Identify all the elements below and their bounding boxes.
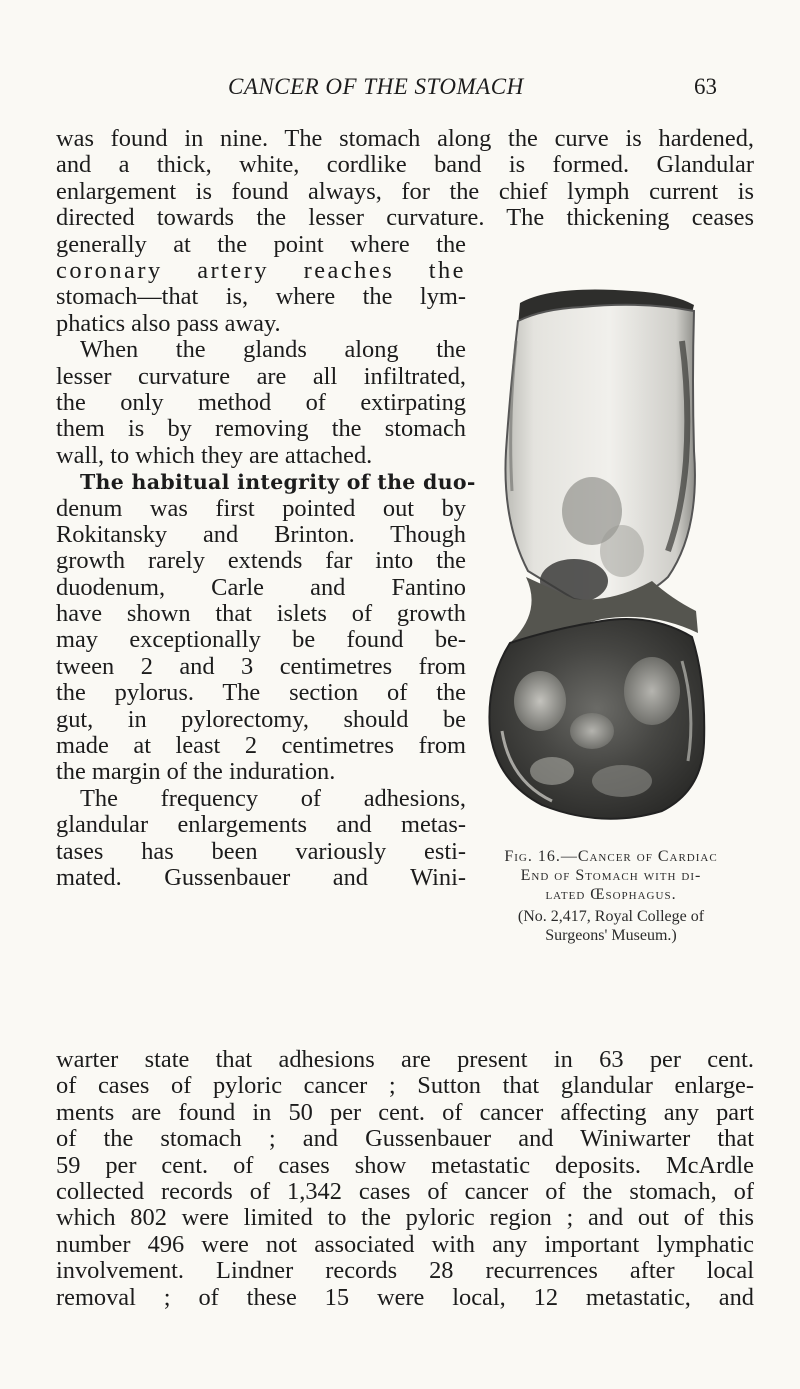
text-line: duodenum, Carle and Fantino	[56, 573, 466, 601]
text-line: number 496 were not associated with any important lymphatic	[56, 1230, 754, 1258]
text-line: of the stomach ; and Gussenbauer and Winiwarter that	[56, 1125, 754, 1153]
text-line: was found in nine. The stomach along the curve is hardened,	[56, 125, 754, 152]
text-line: phatics also pass away.	[56, 309, 281, 337]
text-line: may exceptionally be found be-	[56, 626, 466, 654]
stomach-specimen-figure	[482, 281, 710, 835]
text-line: made at least 2 centimetres from	[56, 732, 466, 760]
text-line: When the glands along the	[80, 336, 466, 364]
text-line: enlargement is found always, for the chief lymph current is	[56, 177, 754, 205]
text-line: and a thick, white, cordlike band is formed. Glandular	[56, 151, 754, 179]
running-head	[0, 74, 800, 108]
text-line: the only method of extirpating	[56, 388, 466, 416]
paragraph-top	[56, 126, 754, 258]
text-line: of cases of pyloric cancer ; Sutton that glandular enlarge-	[56, 1072, 754, 1100]
text-line: stomach—that is, where the lym-	[56, 283, 466, 311]
page-number: 63	[694, 74, 717, 99]
paragraph-left-column	[56, 257, 476, 891]
text-line: gut, in pylorectomy, should be	[56, 705, 466, 733]
text-line: coronary artery reaches the	[56, 257, 466, 284]
caption-line: lated Œsophagus.	[545, 886, 677, 903]
stomach-specimen-illustration	[482, 281, 710, 835]
text-line: lesser curvature are all infiltrated,	[56, 362, 466, 390]
text-line: removal ; of these 15 were local, 12 metastatic, and	[56, 1283, 754, 1311]
text-line: tween 2 and 3 centimetres from	[56, 652, 466, 680]
text-line: growth rarely extends far into the	[56, 547, 466, 575]
text-line: denum was first pointed out by	[56, 494, 466, 522]
figure-caption	[476, 847, 746, 945]
text-line: wall, to which they are attached.	[56, 441, 373, 469]
text-line: mated. Gussenbauer and Wini-	[56, 863, 466, 891]
caption-source-line: (No. 2,417, Royal College of	[517, 908, 705, 925]
text-line: involvement. Lindner records 28 recurrences after local	[56, 1257, 754, 1285]
caption-line: Fig. 16.—Cancer of Cardiac	[504, 848, 718, 865]
running-title: CANCER OF THE STOMACH	[228, 74, 524, 99]
text-line: glandular enlargements and metas-	[56, 811, 466, 839]
text-line: Rokitansky and Brinton. Though	[56, 520, 466, 548]
text-line: which 802 were limited to the pyloric region ; and out of this	[56, 1204, 754, 1232]
text-line: tases has been variously esti-	[56, 837, 466, 865]
text-line: generally at the point where the	[56, 230, 466, 258]
text-line: warter state that adhesions are present in 63 per cent.	[56, 1046, 754, 1073]
text-line: collected records of 1,342 cases of cancer of the stomach, of	[56, 1177, 754, 1205]
text-line: have shown that islets of growth	[56, 600, 466, 628]
text-line: 59 per cent. of cases show metastatic deposits. McArdle	[56, 1151, 754, 1179]
text-line: ments are found in 50 per cent. of cancer affecting any part	[56, 1098, 754, 1126]
caption-line: End of Stomach with di-	[520, 867, 702, 884]
paragraph-bottom	[56, 1047, 754, 1311]
text-line-bold: The habitual integrity of the duo-	[80, 470, 476, 495]
text-line: the margin of the induration.	[56, 758, 336, 786]
text-line: The frequency of adhesions,	[80, 784, 466, 812]
text-line: them is by removing the stomach	[56, 415, 466, 443]
caption-source-line: Surgeons' Museum.)	[545, 927, 677, 944]
text-line: directed towards the lesser curvature. The thickening ceases	[56, 204, 754, 232]
text-line: the pylorus. The section of the	[56, 679, 466, 707]
